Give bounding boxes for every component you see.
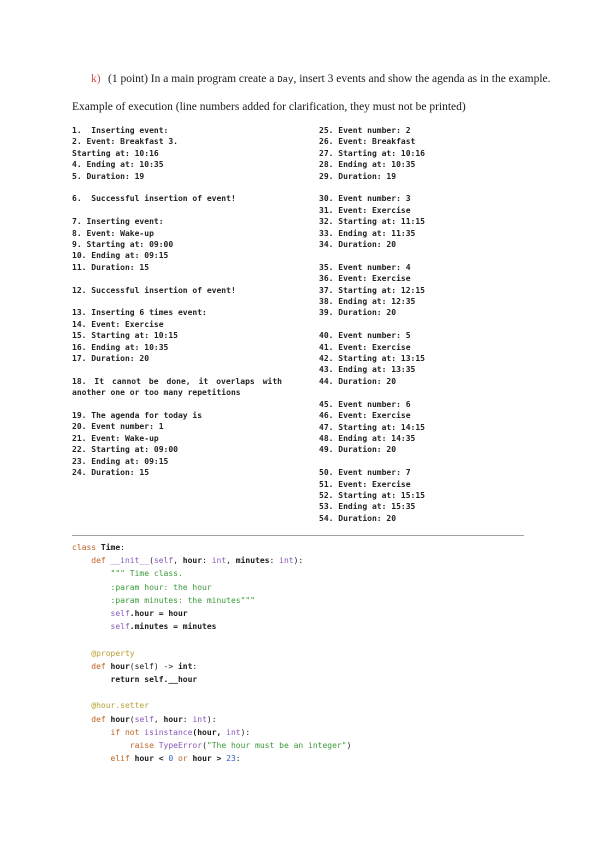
- execution-line: 5. Duration: 19: [72, 171, 145, 181]
- execution-blank-line: [72, 364, 282, 375]
- execution-line: 2. Event: Breakfast 3.: [72, 137, 178, 147]
- code-token: [72, 715, 91, 724]
- code-token: (self) ->: [129, 661, 178, 671]
- code-token: elif: [110, 754, 135, 764]
- code-token: ,: [226, 556, 236, 566]
- code-token: [72, 556, 91, 565]
- code-token: def: [91, 714, 111, 724]
- code-line: [72, 660, 351, 673]
- code-token: def: [91, 661, 111, 671]
- code-token: [72, 609, 111, 618]
- code-token: self: [153, 556, 174, 566]
- execution-line: 42. Starting at: 13:15: [319, 354, 425, 364]
- code-token: ):: [293, 556, 304, 566]
- code-line: [72, 541, 351, 554]
- execution-blank-line: [72, 182, 282, 193]
- code-token: int: [192, 714, 207, 724]
- code-token: isinstance: [144, 727, 193, 737]
- execution-line: 41. Event: Exercise: [319, 342, 411, 352]
- code-token: __init__: [110, 556, 150, 566]
- execution-blank-line: [319, 182, 529, 193]
- code-token: ,: [153, 714, 164, 724]
- code-line: [72, 739, 351, 752]
- code-token: [72, 754, 111, 763]
- execution-blank-line: [72, 296, 282, 307]
- code-line: [72, 620, 351, 633]
- execution-line: 16. Ending at: 10:35: [72, 342, 169, 352]
- execution-line: 11. Duration: 15: [72, 262, 150, 272]
- execution-line: 52. Starting at: 15:15: [319, 490, 425, 500]
- code-token: ): [346, 741, 352, 751]
- code-token: int: [177, 661, 193, 671]
- execution-line: 30. Event number: 3: [319, 194, 411, 204]
- execution-line: 20. Event number: 1: [72, 422, 164, 432]
- code-line: [72, 554, 351, 567]
- code-token: [72, 622, 111, 631]
- execution-line: 31. Event: Exercise: [319, 205, 411, 215]
- code-token: hour: [182, 556, 203, 566]
- execution-line: 33. Ending at: 11:35: [319, 228, 416, 238]
- execution-line: 12. Successful insertion of event!: [72, 285, 236, 295]
- code-token: :param hour: the hour: [72, 582, 212, 592]
- code-token: ):: [240, 727, 251, 737]
- code-token: @hour.setter: [72, 701, 150, 711]
- task-text-after: , insert 3 events and show the agenda as in the example.: [293, 73, 551, 85]
- execution-blank-line: [72, 205, 282, 216]
- execution-line: 7. Inserting event:: [72, 217, 164, 227]
- code-token: hour: [163, 714, 183, 724]
- code-token: if not: [110, 727, 145, 737]
- execution-line: 1. Inserting event:: [72, 126, 169, 135]
- code-token: @property: [72, 648, 135, 658]
- execution-line: 43. Ending at: 13:35: [319, 365, 416, 375]
- execution-line: 28. Ending at: 10:35: [319, 160, 416, 170]
- code-line: [72, 594, 351, 607]
- task-text: [91, 72, 551, 87]
- code-token: hour <: [134, 754, 169, 764]
- code-token: [72, 741, 130, 750]
- execution-line: 15. Starting at: 10:15: [72, 331, 178, 341]
- code-line: [72, 647, 351, 660]
- execution-line: 44. Duration: 20: [319, 376, 397, 386]
- code-token: self: [110, 622, 130, 632]
- code-line: [72, 633, 351, 646]
- execution-line: 45. Event number: 6: [319, 399, 411, 409]
- execution-line: 53. Ending at: 15:35: [319, 502, 416, 512]
- execution-line: 25. Event number: 2: [319, 126, 411, 135]
- code-token: ,: [173, 556, 183, 566]
- code-line: [72, 686, 351, 699]
- code-token: or: [173, 754, 193, 764]
- execution-line: 27. Starting at: 10:16: [319, 148, 425, 158]
- execution-intro: Example of execution (line numbers added for clarification, they must not be printed): [72, 101, 466, 113]
- execution-line: 46. Event: Exercise: [319, 411, 411, 421]
- execution-line: 13. Inserting 6 times event:: [72, 308, 207, 318]
- code-token: .minutes = minutes: [129, 622, 217, 632]
- code-token: [72, 728, 111, 737]
- execution-line: 29. Duration: 19: [319, 171, 397, 181]
- code-token: self: [110, 609, 130, 619]
- execution-line: 47. Starting at: 14:15: [319, 422, 425, 432]
- execution-blank-line: [319, 387, 529, 398]
- code-token: hour >: [192, 754, 227, 764]
- task-marker: k): [91, 73, 101, 85]
- code-token: (: [149, 556, 154, 566]
- code-token: [72, 662, 91, 671]
- execution-line: 48. Ending at: 14:35: [319, 433, 416, 443]
- execution-line: 38. Ending at: 12:35: [319, 297, 416, 307]
- code-line: [72, 607, 351, 620]
- code-token: self: [134, 714, 154, 724]
- execution-line: 6. Successful insertion of event!: [72, 194, 236, 204]
- execution-line: 9. Starting at: 09:00: [72, 240, 174, 250]
- execution-left-column: [72, 125, 282, 479]
- code-listing: [72, 541, 351, 765]
- code-token: (: [202, 741, 207, 751]
- execution-line: 40. Event number: 5: [319, 331, 411, 341]
- code-line: [72, 673, 351, 686]
- execution-line: Starting at: 10:16: [72, 148, 159, 158]
- execution-line: 21. Event: Wake-up: [72, 433, 159, 443]
- code-token: def: [91, 556, 111, 566]
- code-line: [72, 752, 351, 765]
- execution-line: 37. Starting at: 12:15: [319, 285, 425, 295]
- code-line: [72, 699, 351, 712]
- code-token: int: [211, 556, 227, 566]
- execution-blank-line: [319, 456, 529, 467]
- execution-line: 14. Event: Exercise: [72, 319, 164, 329]
- execution-line: 4. Ending at: 10:35: [72, 160, 164, 170]
- code-token: 23: [226, 754, 236, 764]
- code-token: :: [202, 556, 212, 566]
- code-token: TypeError: [158, 741, 203, 751]
- execution-line: 19. The agenda for today is: [72, 411, 203, 421]
- execution-line: 26. Event: Breakfast: [319, 137, 416, 147]
- code-line: [72, 567, 351, 580]
- execution-blank-line: [319, 250, 529, 261]
- code-token: 0: [168, 754, 174, 764]
- execution-line: 18. It cannot be done, it overlaps with another one or too many repetitions: [72, 376, 282, 398]
- code-token: """ Time class.: [72, 569, 183, 579]
- execution-line: 22. Starting at: 09:00: [72, 445, 178, 455]
- execution-line: 32. Starting at: 11:15: [319, 217, 425, 227]
- code-line: [72, 713, 351, 726]
- code-token: "The hour must be an integer": [206, 741, 347, 751]
- execution-line: 34. Duration: 20: [319, 240, 397, 250]
- code-token: [72, 675, 111, 684]
- execution-blank-line: [72, 399, 282, 410]
- execution-line: 35. Event number: 4: [319, 262, 411, 272]
- code-token: :: [120, 543, 125, 552]
- code-token: class: [72, 543, 101, 552]
- execution-line: 51. Event: Exercise: [319, 479, 411, 489]
- code-token: raise: [129, 741, 159, 751]
- code-token: minutes: [235, 556, 270, 566]
- code-token: :: [192, 661, 198, 671]
- execution-blank-line: [72, 273, 282, 284]
- execution-line: 10. Ending at: 09:15: [72, 251, 169, 261]
- execution-line: 49. Duration: 20: [319, 445, 397, 455]
- code-token: int: [279, 556, 294, 566]
- code-token: hour: [110, 714, 130, 724]
- execution-line: 8. Event: Wake-up: [72, 228, 154, 238]
- task-text-before: (1 point) In a main program create a: [108, 73, 278, 85]
- code-token: Time: [100, 543, 121, 552]
- execution-right-column: [319, 125, 529, 524]
- execution-line: 24. Duration: 15: [72, 468, 150, 478]
- execution-line: 50. Event number: 7: [319, 468, 411, 478]
- code-token: ):: [206, 714, 217, 724]
- code-token: hour: [110, 661, 130, 671]
- task-item: [91, 72, 551, 87]
- code-line: [72, 726, 351, 739]
- section-divider: [72, 535, 524, 536]
- code-token: :: [269, 556, 280, 566]
- code-token: return self.__hour: [110, 675, 198, 685]
- execution-blank-line: [319, 319, 529, 330]
- execution-line: 23. Ending at: 09:15: [72, 456, 169, 466]
- code-token: :: [182, 714, 193, 724]
- code-token: (: [129, 714, 135, 724]
- code-line: [72, 581, 351, 594]
- execution-line: 17. Duration: 20: [72, 354, 150, 364]
- code-token: :: [235, 754, 241, 764]
- task-code-word: Day: [277, 75, 294, 85]
- execution-line: 39. Duration: 20: [319, 308, 397, 318]
- code-token: :param minutes: the minutes""": [72, 595, 256, 605]
- execution-line: 54. Duration: 20: [319, 513, 397, 523]
- code-token: .hour = hour: [129, 609, 188, 619]
- execution-line: 36. Event: Exercise: [319, 274, 411, 284]
- code-token: int: [226, 727, 241, 737]
- code-token: (hour,: [192, 727, 227, 737]
